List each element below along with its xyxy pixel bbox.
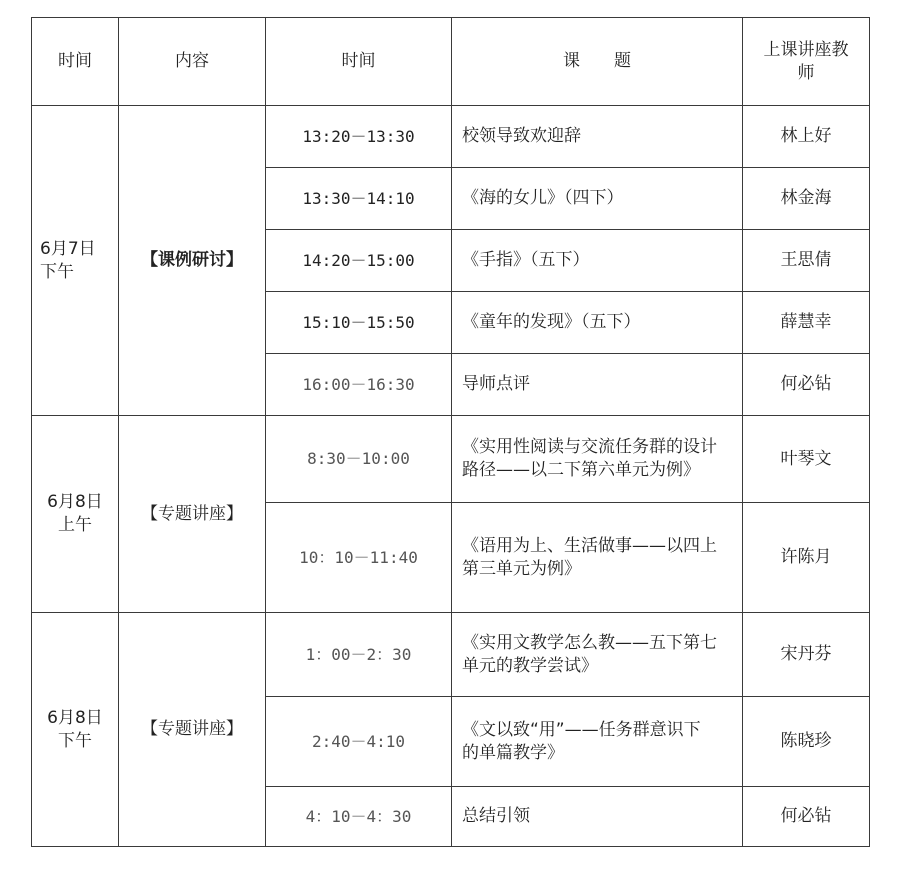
date-cell	[32, 106, 119, 416]
schedule-table	[31, 17, 870, 847]
topic-line1: 《语用为上、生活做事——以四上	[462, 535, 717, 556]
date-line2: 上午	[58, 515, 92, 535]
topic-line1: 《实用文教学怎么教——五下第七	[462, 632, 717, 653]
date-line1: 6月8日	[47, 707, 103, 728]
teacher-cell: 陈晓珍	[743, 697, 870, 787]
date-line1: 6月8日	[47, 492, 103, 513]
topic-line1: 《文以致“用”——任务群意识下	[462, 719, 701, 740]
topic-cell: 《海的女儿》（四下）	[452, 168, 743, 230]
content-cell: 【课例研讨】	[119, 106, 266, 416]
header-time-slot: 时间	[266, 18, 452, 106]
topic-cell: 《童年的发现》（五下）	[452, 292, 743, 354]
header-topic: 课 题	[452, 18, 743, 106]
time-cell: 13:30－14:10	[266, 168, 452, 230]
time-cell: 15:10－15:50	[266, 292, 452, 354]
time-cell: 13:20－13:30	[266, 106, 452, 168]
header-row	[32, 18, 870, 106]
teacher-cell: 叶琴文	[743, 416, 870, 503]
header-teacher	[743, 18, 870, 106]
time-cell: 10：10－11:40	[266, 503, 452, 613]
teacher-cell: 何必钻	[743, 354, 870, 416]
date-line2: 下午	[58, 730, 92, 751]
topic-line2: 的单篇教学》	[462, 742, 564, 763]
topic-cell	[452, 503, 743, 613]
topic-cell	[452, 613, 743, 697]
date-cell	[32, 613, 119, 847]
time-cell: 4：10－4：30	[266, 787, 452, 847]
topic-cell	[452, 697, 743, 787]
topic-line2: 单元的教学尝试》	[462, 655, 598, 676]
topic-cell: 总结引领	[452, 787, 743, 847]
topic-line1: 《实用性阅读与交流任务群的设计	[462, 437, 717, 458]
teacher-cell: 宋丹芬	[743, 613, 870, 697]
teacher-cell: 林上好	[743, 106, 870, 168]
time-cell: 2:40－4:10	[266, 697, 452, 787]
time-cell: 14:20－15:00	[266, 230, 452, 292]
topic-line2: 第三单元为例》	[462, 558, 581, 579]
teacher-cell: 薛慧幸	[743, 292, 870, 354]
topic-cell: 校领导致欢迎辞	[452, 106, 743, 168]
header-time-date: 时间	[32, 18, 119, 106]
table-row	[32, 613, 870, 697]
date-line2: 下午	[40, 261, 74, 282]
date-cell	[32, 416, 119, 613]
topic-cell: 《手指》（五下）	[452, 230, 743, 292]
teacher-cell: 许陈月	[743, 503, 870, 613]
teacher-cell: 何必钻	[743, 787, 870, 847]
topic-line2: 路径——以二下第六单元为例》	[462, 460, 700, 480]
teacher-cell: 王思倩	[743, 230, 870, 292]
header-content: 内容	[119, 18, 266, 106]
teacher-cell: 林金海	[743, 168, 870, 230]
content-cell: 【专题讲座】	[119, 613, 266, 847]
date-line1: 6月7日	[40, 238, 96, 259]
time-cell: 8:30－10:00	[266, 416, 452, 503]
table-row	[32, 106, 870, 168]
content-cell: 【专题讲座】	[119, 416, 266, 613]
header-teacher-line1: 上课讲座教	[763, 39, 849, 60]
table-row	[32, 416, 870, 503]
topic-cell: 导师点评	[452, 354, 743, 416]
time-cell: 1：00－2：30	[266, 613, 452, 697]
time-cell: 16:00－16:30	[266, 354, 452, 416]
header-teacher-line2: 师	[797, 62, 815, 83]
topic-cell	[452, 416, 743, 503]
